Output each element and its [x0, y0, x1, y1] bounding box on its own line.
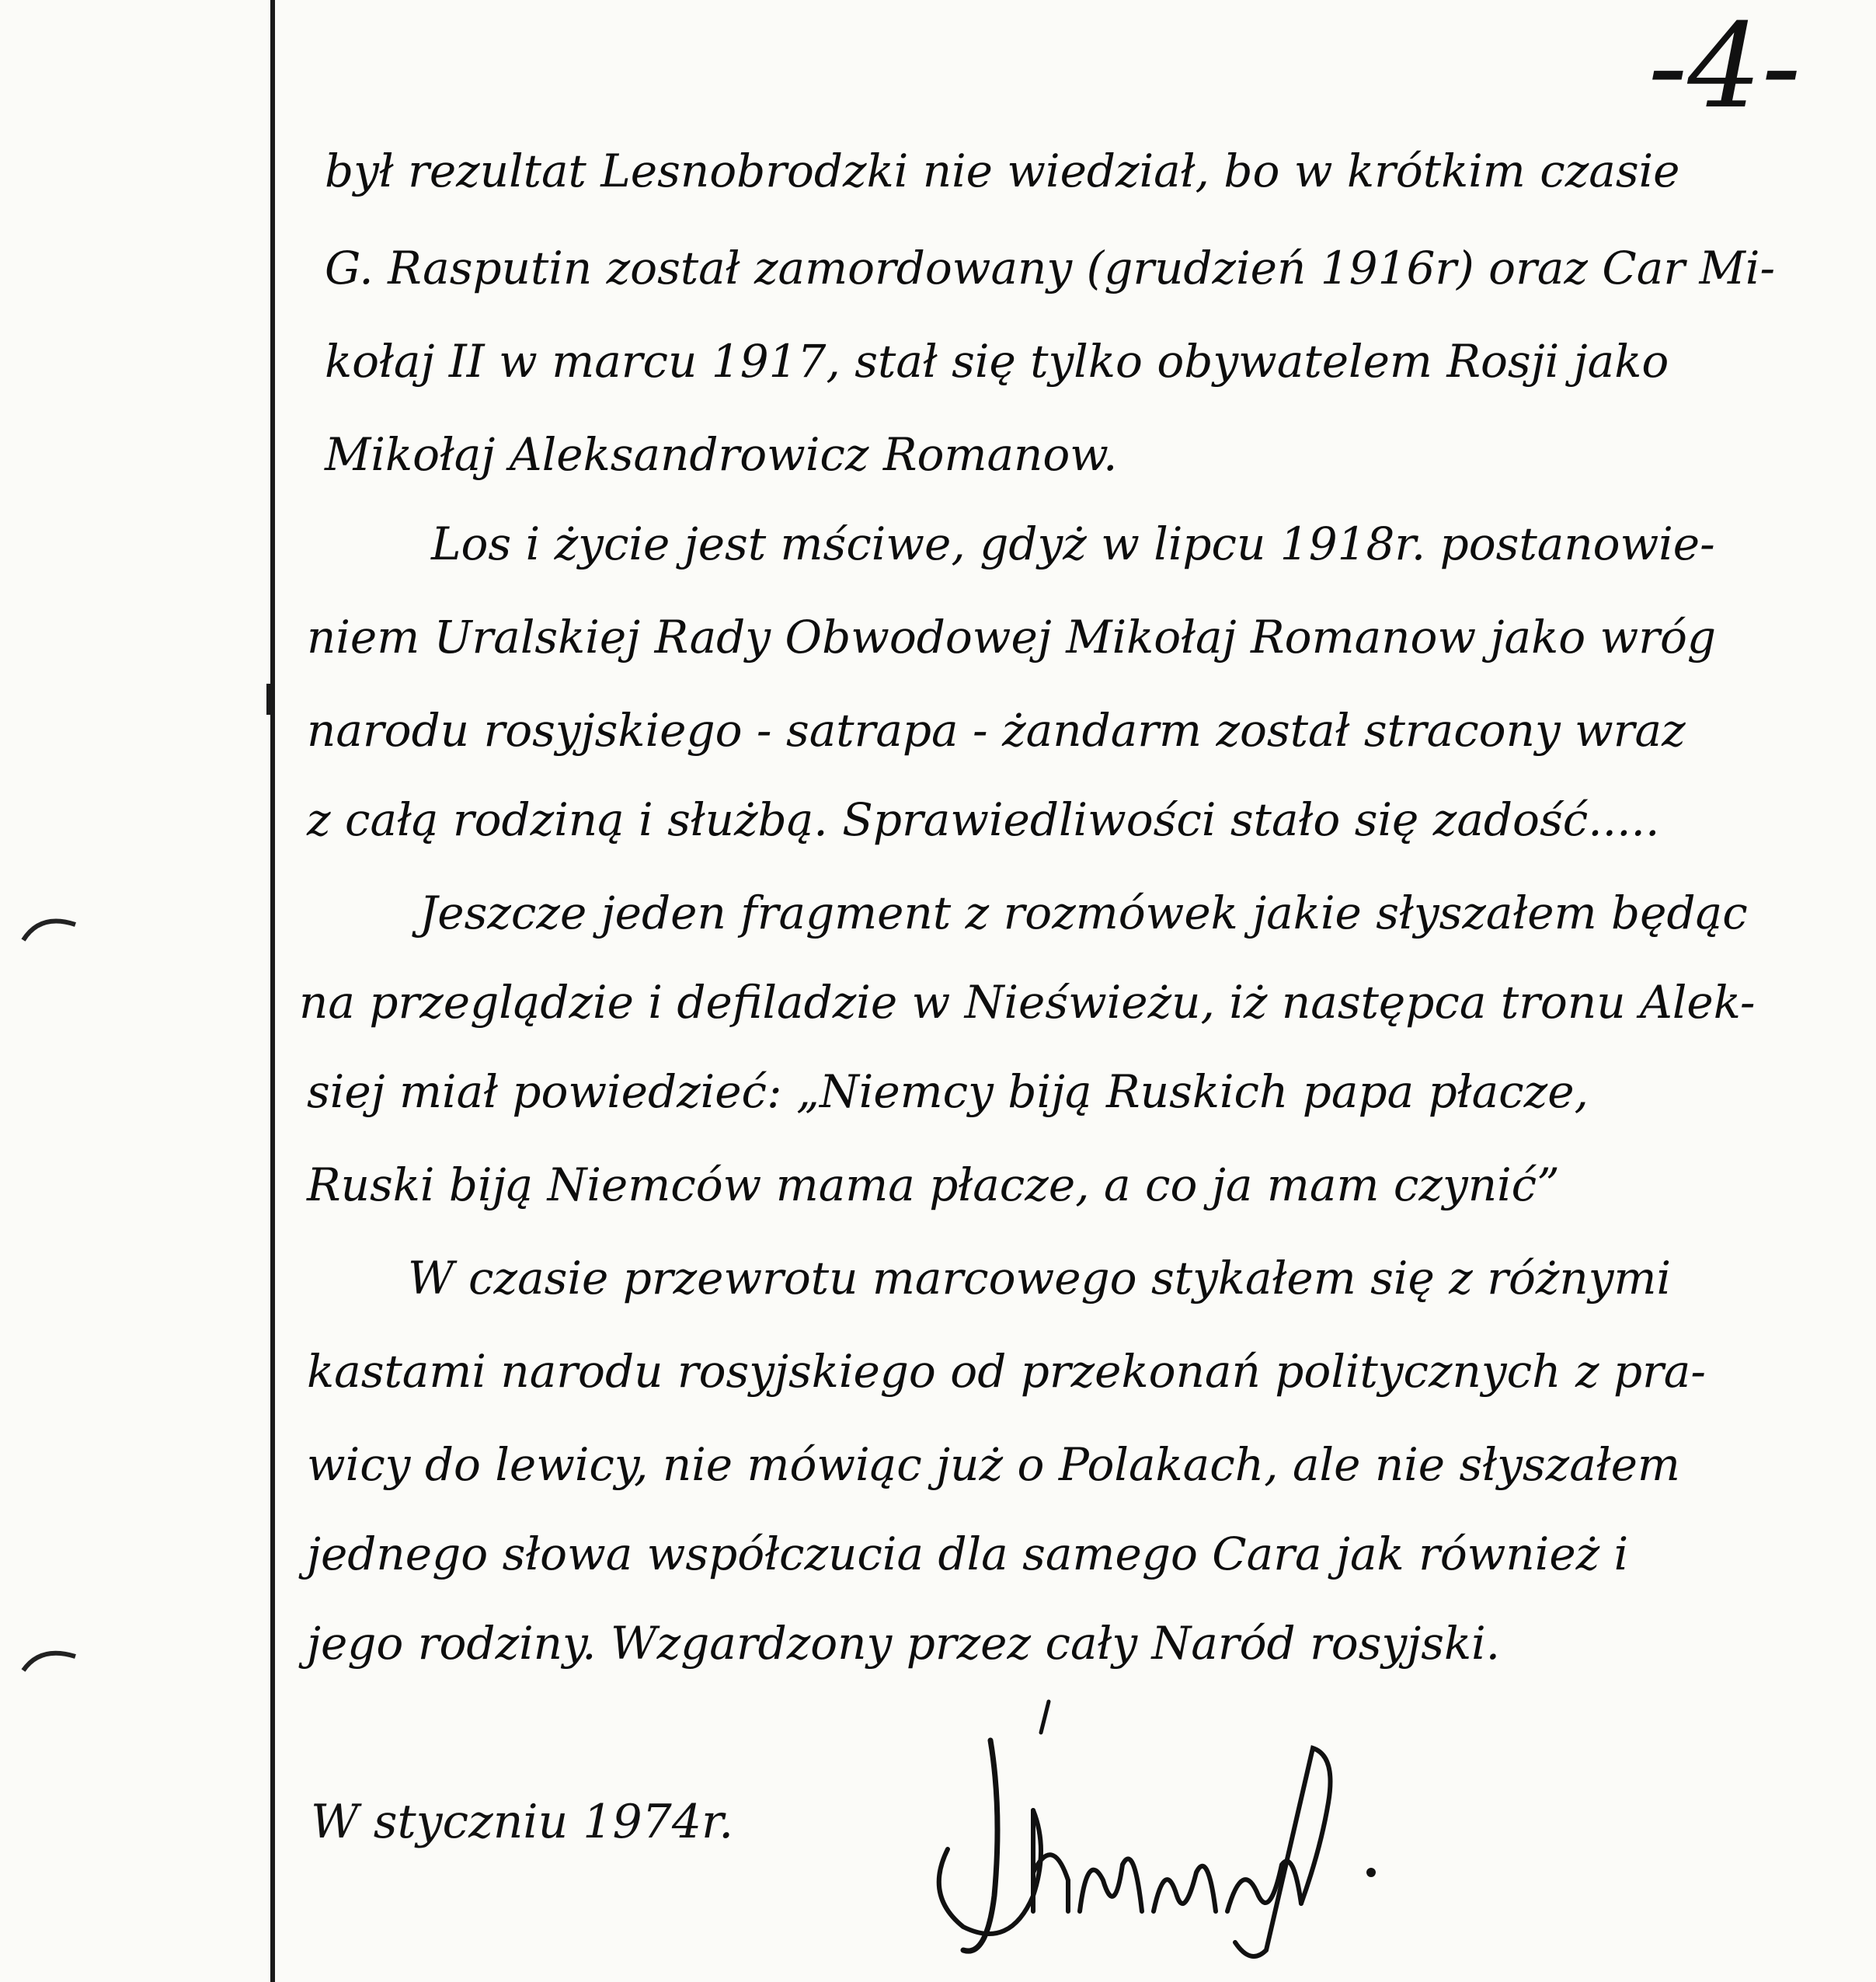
text-line-2: G. Rasputin został zamordowany (grudzień 1916r) oraz Car Mi- — [325, 242, 1776, 294]
text-line-4: Mikołaj Aleksandrowicz Romanow. — [325, 428, 1118, 481]
text-line-8: z całą rodziną i służbą. Sprawiedliwości stało się zadość..... — [307, 793, 1660, 846]
margin-notch — [266, 684, 273, 715]
text-line-13: W czasie przewrotu marcowego stykałem się z różnymi — [408, 1252, 1672, 1304]
punch-hole-mark-top — [17, 909, 79, 956]
text-line-14: kastami narodu rosyjskiego od przekonań politycznych z pra- — [307, 1345, 1706, 1398]
date-line: W styczniu 1974r. — [311, 1795, 734, 1849]
punch-hole-mark-bottom — [17, 1639, 79, 1686]
text-line-12: Ruski biją Niemców mama płacze, a co ja mam czynić” — [307, 1158, 1560, 1211]
text-line-9: Jeszcze jeden fragment z rozmówek jakie słyszałem będąc — [419, 887, 1748, 939]
text-line-1: był rezultat Lesnobrodzki nie wiedział, bo w krótkim czasie — [325, 145, 1680, 197]
text-line-7: narodu rosyjskiego - satrapa - żandarm został stracony wraz — [307, 704, 1686, 757]
signature-image — [917, 1694, 1398, 1973]
text-line-5: Los i życie jest mściwe, gdyż w lipcu 1918r. postanowie- — [431, 517, 1715, 570]
margin-rule — [270, 0, 275, 1982]
text-line-6: niem Uralskiej Rady Obwodowej Mikołaj Romanow jako wróg — [307, 611, 1717, 664]
page-number: -4- — [1648, 0, 1801, 134]
text-line-17: jego rodziny. Wzgardzony przez cały Naród rosyjski. — [307, 1617, 1501, 1670]
text-line-11: siej miał powiedzieć: „Niemcy biją Ruskich papa płacze, — [307, 1065, 1589, 1118]
text-line-16: jednego słowa współczucia dla samego Cara jak również i — [307, 1527, 1629, 1580]
text-line-3: kołaj II w marcu 1917, stał się tylko obywatelem Rosji jako — [325, 335, 1669, 388]
text-line-15: wicy do lewicy, nie mówiąc już o Polakach, ale nie słyszałem — [307, 1438, 1680, 1491]
text-line-10: na przeglądzie i defiladzie w Nieświeżu, iż następca tronu Alek- — [299, 976, 1756, 1029]
